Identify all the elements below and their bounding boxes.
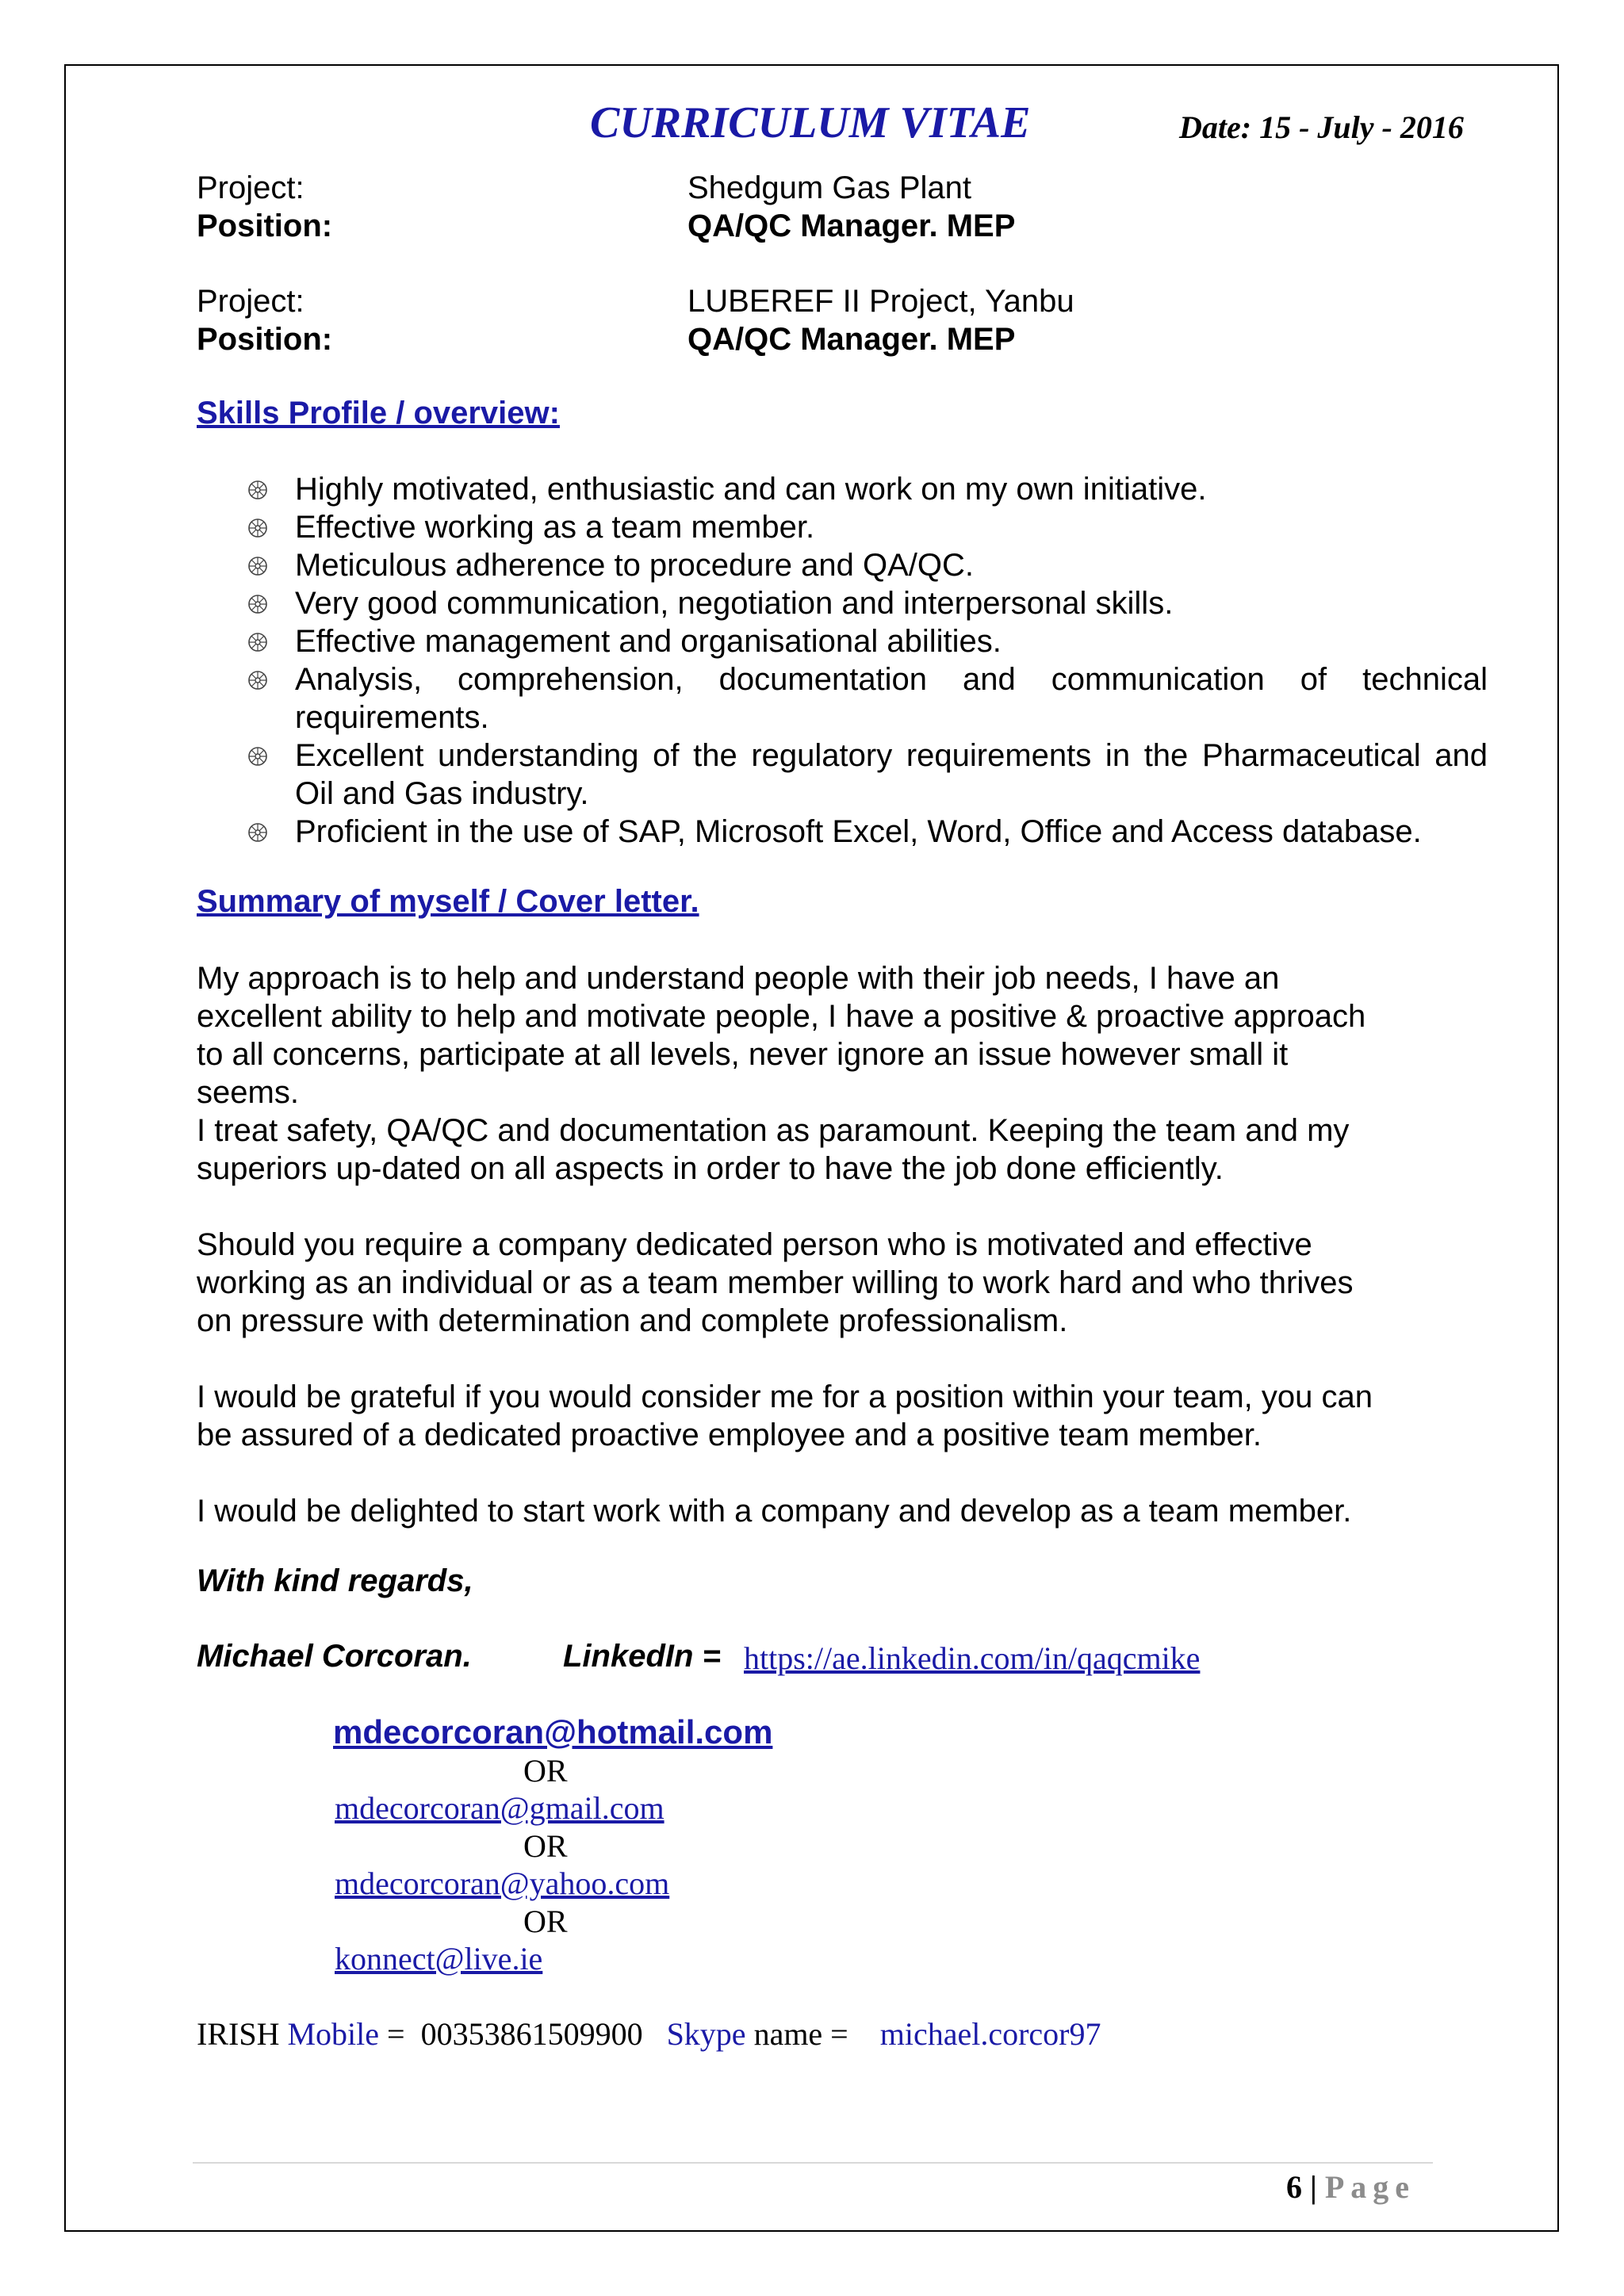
cover-paragraph — [197, 1378, 1497, 1454]
list-item — [247, 622, 1488, 660]
email-link-yahoo[interactable]: mdecorcoran@yahoo.com — [335, 1866, 670, 1901]
cover-letter — [197, 959, 1497, 1568]
skills-list — [247, 470, 1488, 851]
skill-text: Proficient in the use of SAP, Microsoft Excel, Word, Office and Access database. — [295, 814, 1422, 849]
page-number — [1286, 2168, 1415, 2206]
list-item — [247, 660, 1488, 737]
flower-bullet-icon — [247, 632, 268, 652]
skill-text: Excellent understanding of the regulatory requirements in the Pharmaceutical and Oil and Gas industry. — [295, 738, 1488, 811]
page-number-value: 6 — [1286, 2169, 1302, 2205]
list-item — [247, 470, 1488, 508]
text-line: I treat safety, QA/QC and documentation as paramount. Keeping the team and my — [197, 1113, 1350, 1148]
page-label: Page — [1324, 2169, 1415, 2205]
contact-line — [197, 2015, 1101, 2053]
skill-text: Meticulous adherence to procedure and QA/QC. — [295, 548, 975, 583]
footer-divider — [193, 2162, 1433, 2164]
text-line: I would be grateful if you would consider me for a position within your team, you can — [197, 1380, 1373, 1414]
skill-text: Very good communication, negotiation and interpersonal skills. — [295, 586, 1174, 621]
summary-heading: Summary of myself / Cover letter. — [197, 884, 699, 919]
skype-label: Skype — [666, 2016, 746, 2052]
position-value: QA/QC Manager. MEP — [688, 322, 1016, 357]
flower-bullet-icon — [247, 822, 268, 843]
mobile-label: Mobile — [287, 2016, 379, 2052]
signature-name: Michael Corcoran. — [197, 1639, 472, 1674]
text-line: seems. — [197, 1075, 299, 1110]
or-separator: OR — [523, 1904, 568, 1939]
skype-value: michael.corcor97 — [879, 2016, 1101, 2052]
text-line: I would be delighted to start work with a company and develop as a team member. — [197, 1494, 1352, 1529]
equals-sign: = — [387, 2016, 405, 2052]
skill-text: Analysis, comprehension, documentation and communication of technical requirements. — [295, 662, 1488, 735]
cover-paragraph — [197, 1492, 1497, 1530]
position-label: Position: — [197, 209, 333, 243]
project-value: LUBEREF II Project, Yanbu — [688, 284, 1074, 319]
text-line: My approach is to help and understand people with their job needs, I have an — [197, 961, 1280, 996]
email-link-live[interactable]: konnect@live.ie — [335, 1941, 543, 1976]
text-line: to all concerns, participate at all levels, never ignore an issue however small it — [197, 1037, 1289, 1072]
email-link-gmail[interactable]: mdecorcoran@gmail.com — [335, 1790, 665, 1826]
skill-text: Effective management and organisational abilities. — [295, 624, 1002, 659]
skill-text: Highly motivated, enthusiastic and can work on my own initiative. — [295, 472, 1207, 507]
cover-paragraph — [197, 959, 1497, 1188]
country-label: IRISH — [197, 2016, 280, 2052]
flower-bullet-icon — [247, 556, 268, 576]
list-item — [247, 737, 1488, 813]
or-separator: OR — [523, 1828, 568, 1864]
document-date: Date: 15 - July - 2016 — [1179, 109, 1464, 145]
project-label: Project: — [197, 284, 304, 319]
page-separator: | — [1310, 2169, 1317, 2205]
text-line: on pressure with determination and complete professionalism. — [197, 1303, 1068, 1338]
text-line: be assured of a dedicated proactive employee and a positive team member. — [197, 1418, 1262, 1452]
list-item — [247, 813, 1488, 851]
linkedin-label: LinkedIn = — [563, 1639, 721, 1674]
skills-heading: Skills Profile / overview: — [197, 396, 560, 430]
cover-paragraph — [197, 1226, 1497, 1340]
position-value: QA/QC Manager. MEP — [688, 209, 1016, 243]
text-line: Should you require a company dedicated person who is motivated and effective — [197, 1227, 1312, 1262]
flower-bullet-icon — [247, 746, 268, 767]
project-value: Shedgum Gas Plant — [688, 170, 971, 205]
text-line: superiors up-dated on all aspects in order to have the job done efficiently. — [197, 1151, 1224, 1186]
flower-bullet-icon — [247, 518, 268, 538]
list-item — [247, 584, 1488, 622]
project-label: Project: — [197, 170, 304, 205]
text-line: working as an individual or as a team member willing to work hard and who thrives — [197, 1265, 1354, 1300]
linkedin-link[interactable]: https://ae.linkedin.com/in/qaqcmike — [744, 1640, 1201, 1676]
skype-name-label: name = — [753, 2016, 848, 2052]
or-separator: OR — [523, 1753, 568, 1789]
skill-text: Effective working as a team member. — [295, 510, 815, 545]
flower-bullet-icon — [247, 480, 268, 500]
list-item — [247, 546, 1488, 584]
regards-text: With kind regards, — [197, 1563, 473, 1598]
text-line: excellent ability to help and motivate people, I have a positive & proactive approach — [197, 999, 1366, 1034]
list-item — [247, 508, 1488, 546]
flower-bullet-icon — [247, 670, 268, 691]
document-title: CURRICULUM VITAE — [590, 98, 1031, 147]
flower-bullet-icon — [247, 594, 268, 614]
email-link-hotmail[interactable]: mdecorcoran@hotmail.com — [333, 1713, 773, 1751]
position-label: Position: — [197, 322, 333, 357]
mobile-number: 00353861509900 — [420, 2016, 643, 2052]
